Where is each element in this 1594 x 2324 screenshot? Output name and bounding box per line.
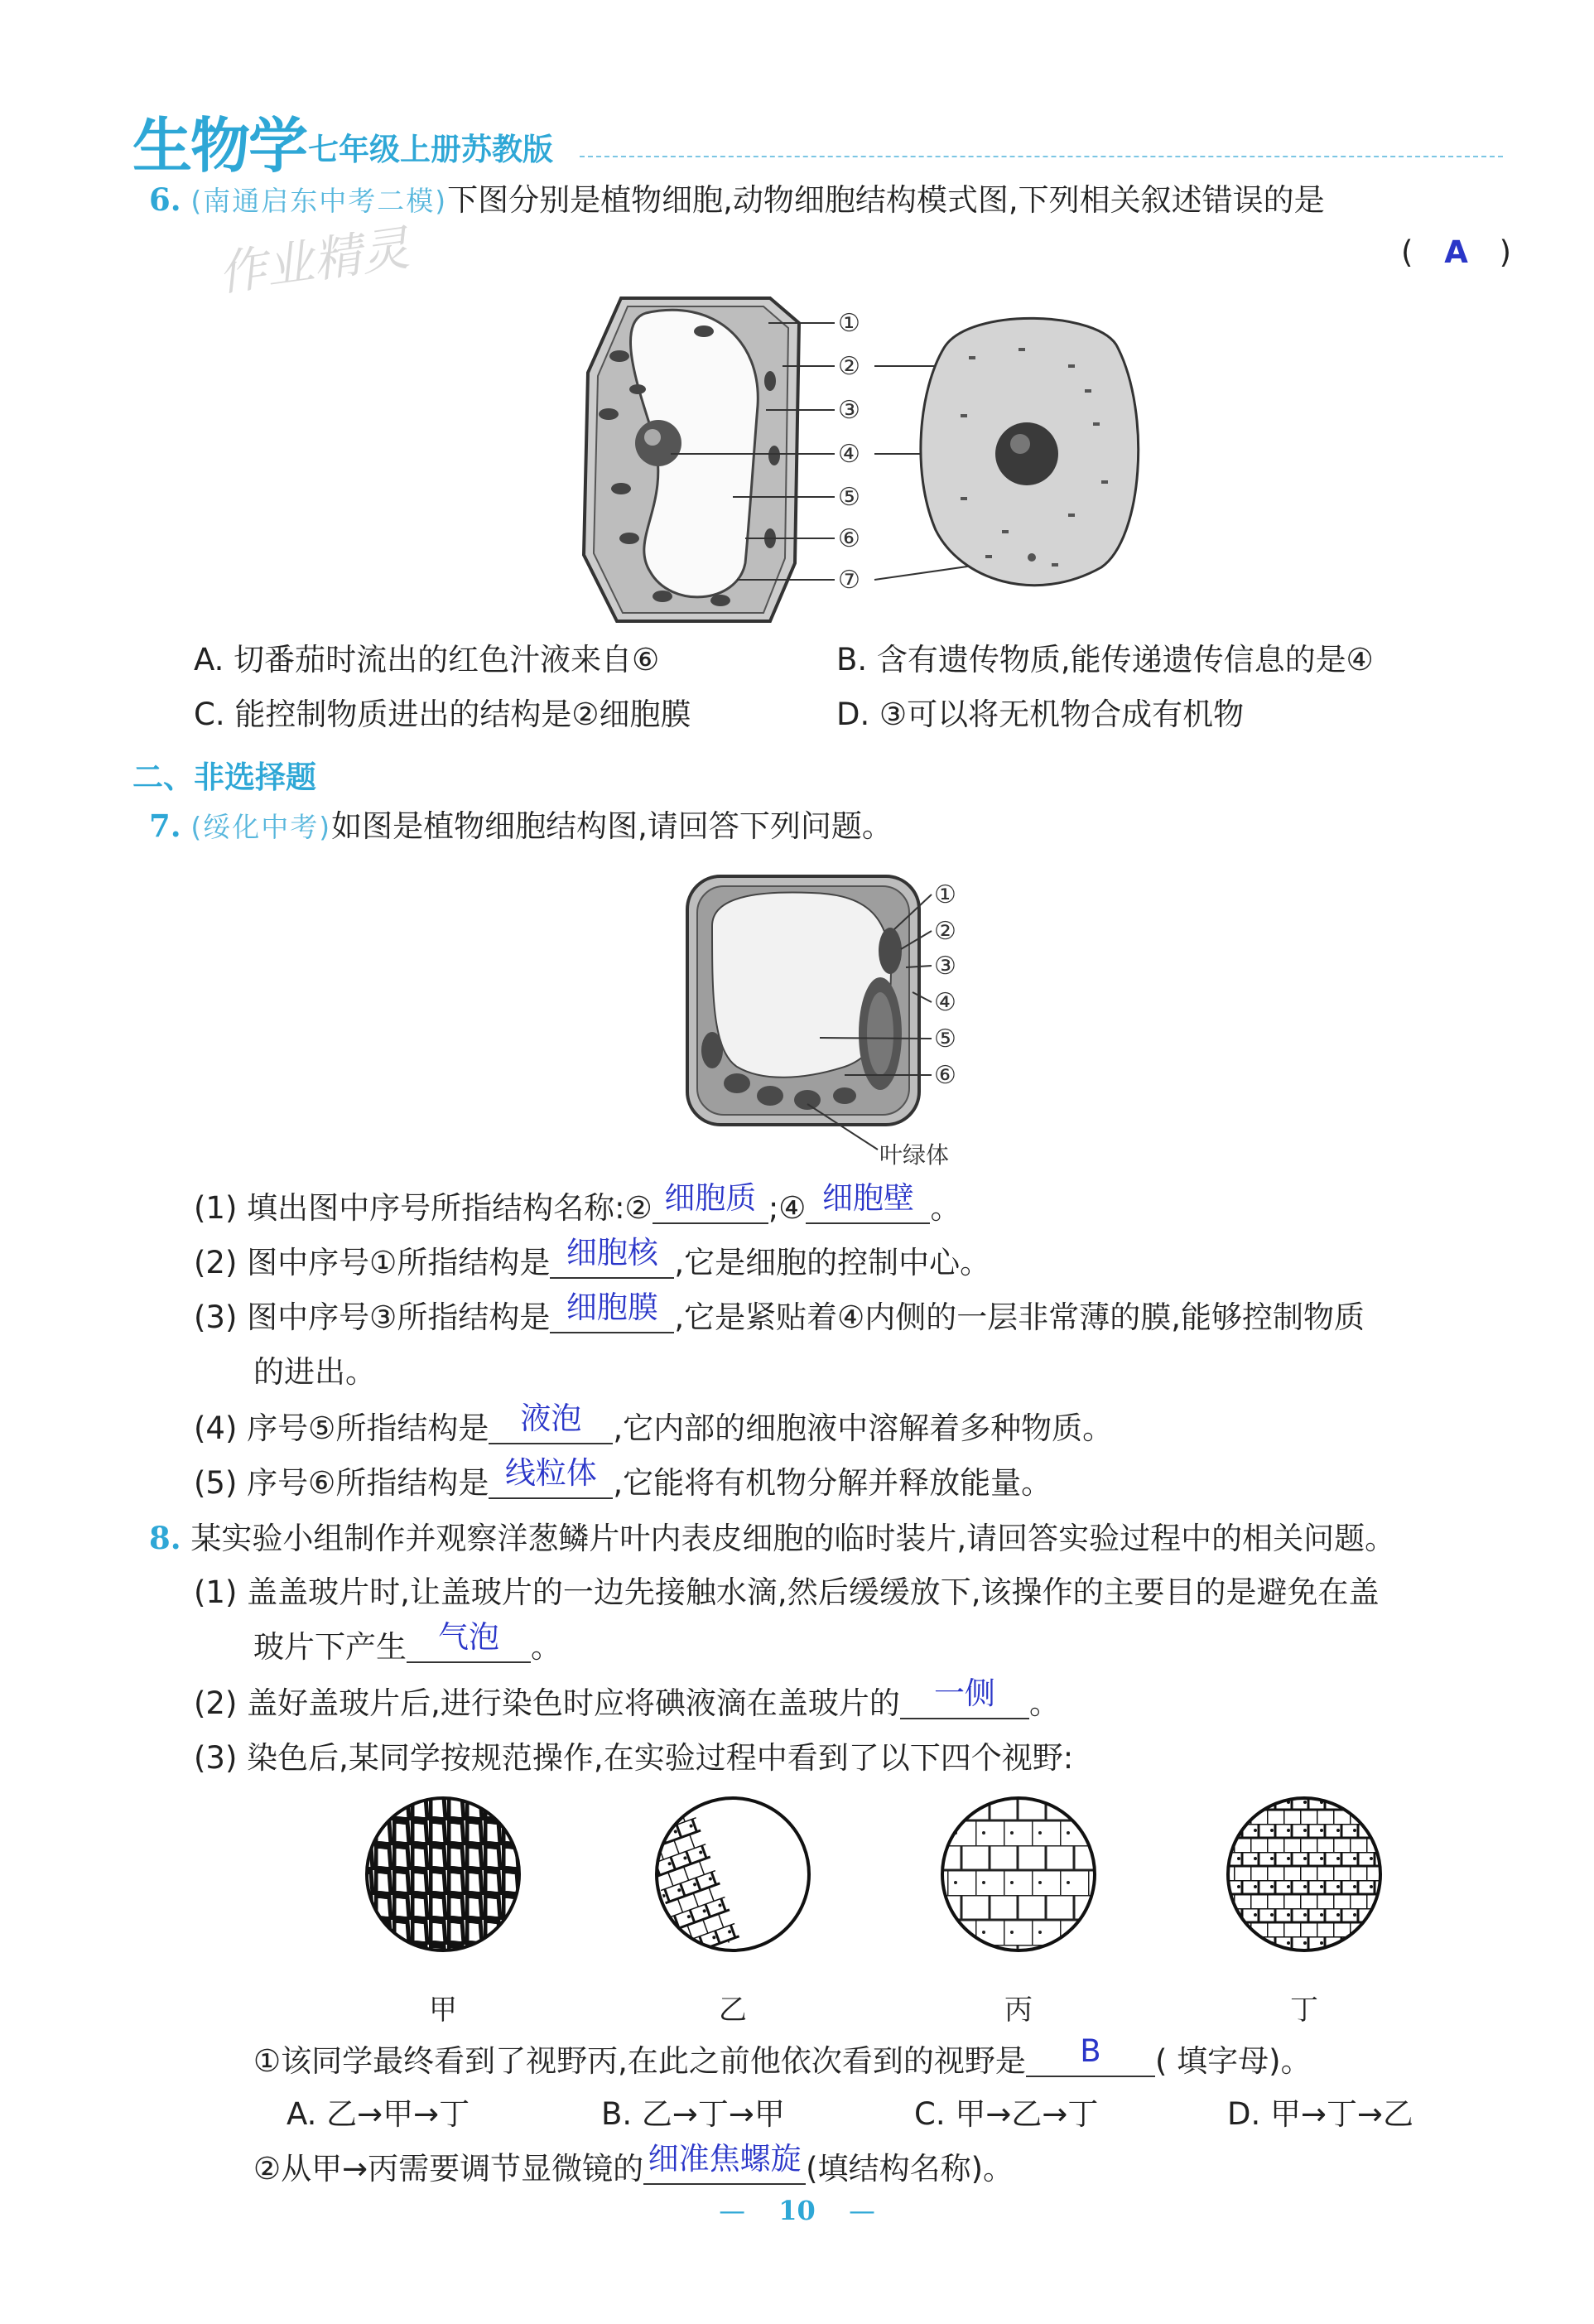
q8-q1-option-b: B. 乙→丁→甲 [601, 2096, 785, 2132]
q6-label-7: ⑦ [838, 566, 860, 595]
q6-stem: 下图分别是植物细胞,动物细胞结构模式图,下列相关叙述错误的是 [447, 182, 1325, 218]
q7-label-3: ③ [934, 952, 956, 981]
q6-label-6: ⑥ [838, 524, 860, 553]
header-subtitle: 七年级上册苏教版 [308, 132, 553, 167]
q7-sub5-pre: (5) 序号⑥所指结构是 [194, 1465, 489, 1501]
q7-label-5: ⑤ [934, 1025, 956, 1054]
footer-dash-right: — [848, 2195, 875, 2226]
q7-sub2-blank [550, 1235, 674, 1279]
q7-sub5-blank [489, 1455, 613, 1499]
view-label-jia: 甲 [429, 1994, 457, 2027]
q7-sub2-pre: (2) 图中序号①所指结构是 [194, 1245, 551, 1280]
section-title: 二、非选择题 [132, 759, 316, 795]
q6-label-1: ① [838, 309, 860, 338]
q8-sub2-pre: (2) 盖好盖玻片后,进行染色时应将碘液滴在盖玻片的 [194, 1685, 900, 1721]
q8-q1-answer: B [1080, 2033, 1101, 2069]
q7-chloroplast-label: 叶绿体 [879, 1141, 950, 1169]
q8-q2-pre: ②从甲→丙需要调节显微镜的 [253, 2151, 644, 2187]
q8-sub3: (3) 染色后,某同学按规范操作,在实验过程中看到了以下四个视野: [194, 1740, 1074, 1776]
q8-stem-line [149, 1519, 1395, 1558]
q6-label-5: ⑤ [838, 483, 860, 512]
q7-source: (绥化中考) [190, 811, 332, 843]
animal-cell [921, 318, 1139, 585]
q6-paren-close: ) [1499, 234, 1512, 270]
q8-q2-post: (填结构名称)。 [806, 2151, 1014, 2187]
q8-q1-option-d: D. 甲→丁→乙 [1227, 2096, 1414, 2132]
q8-sub2 [194, 1675, 1060, 1723]
q7-sub4-answer: 液泡 [520, 1401, 582, 1436]
q7-sub5-answer: 线粒体 [504, 1455, 597, 1491]
q8-q1-post: ( 填字母)。 [1154, 2043, 1312, 2079]
q7-label-4: ④ [934, 988, 956, 1017]
q8-q1-option-a: A. 乙→甲→丁 [287, 2096, 470, 2132]
q7-sub4-blank [489, 1401, 613, 1444]
view-ding [1221, 1796, 1395, 1961]
header-brand: 生物学 [132, 111, 307, 181]
q7-sub1-pre: (1) 填出图中序号所指结构名称:② [194, 1190, 653, 1226]
q6-source: (南通启东中考二模) [190, 185, 448, 217]
q8-sub2-blank [900, 1675, 1029, 1719]
q7-stem: 如图是植物细胞结构图,请回答下列问题。 [331, 808, 893, 844]
q8-sub1-line2 [253, 1619, 561, 1666]
q6-paren-open: ( [1401, 234, 1413, 270]
q7-cell-diagram [679, 868, 1027, 1183]
q7-sub2-post: ,它是细胞的控制中心。 [674, 1245, 991, 1280]
q8-microscope-views [356, 1796, 1416, 2036]
q6-option-a: A. 切番茄时流出的红色汁液来自⑥ [194, 642, 660, 677]
q7-label-6: ⑥ [934, 1061, 956, 1090]
view-yi [638, 1798, 809, 1959]
q7-sub3 [194, 1290, 1365, 1337]
q7-sub4-pre: (4) 序号⑤所指结构是 [194, 1410, 489, 1446]
q6-number: 6. [149, 181, 181, 218]
q6-stem-line [149, 181, 1325, 220]
q6-label-2: ② [838, 352, 860, 381]
q7-sub4 [194, 1401, 1114, 1448]
q7-stem-line [149, 807, 893, 846]
q7-sub1-mid: ;④ [768, 1190, 807, 1226]
q8-number: 8. [149, 1520, 181, 1556]
q7-sub3-blank [550, 1290, 674, 1333]
watermark: 作业精灵 [214, 219, 413, 302]
q6-answer: A [1444, 234, 1468, 270]
q7-label-1: ① [934, 880, 956, 909]
q7-sub3-post: ,它是紧贴着④内侧的一层非常薄的膜,能够控制物质 [674, 1299, 1365, 1335]
view-bing [936, 1796, 1110, 1961]
q7-number: 7. [149, 808, 181, 844]
q7-sub3-pre: (3) 图中序号③所指结构是 [194, 1299, 551, 1335]
q8-stem: 某实验小组制作并观察洋葱鳞片叶内表皮细胞的临时装片,请回答实验过程中的相关问题。 [190, 1521, 1396, 1556]
q7-sub3-line2: 的进出。 [253, 1354, 376, 1390]
q6-cell-diagram [571, 290, 1424, 629]
q6-answer-paren [1401, 234, 1511, 272]
q7-sub1-blank2 [806, 1180, 930, 1224]
page-number: 10 [778, 2195, 816, 2226]
view-label-ding: 丁 [1290, 1994, 1318, 2027]
q8-q2 [253, 2141, 1014, 2188]
q8-q1 [253, 2033, 1312, 2081]
q8-sub1-blank [407, 1619, 531, 1663]
q7-sub5-post: ,它能将有机物分解并释放能量。 [613, 1465, 1052, 1501]
q6-label-3: ③ [838, 396, 860, 425]
q7-sub1-answer1: 细胞质 [664, 1180, 757, 1216]
view-jia [356, 1796, 530, 1961]
footer-dash-left: — [719, 2195, 746, 2226]
q8-q2-answer: 细准焦螺旋 [648, 2141, 802, 2177]
q6-option-d: D. ③可以将无机物合成有机物 [836, 697, 1245, 732]
q7-label-2: ② [934, 917, 956, 946]
view-label-yi: 乙 [719, 1994, 747, 2027]
q8-q1-option-c: C. 甲→乙→丁 [914, 2096, 1099, 2132]
q7-sub5 [194, 1455, 1052, 1502]
q7-sub1-post: 。 [930, 1190, 961, 1226]
q8-sub1-line1: (1) 盖盖玻片时,让盖玻片的一边先接触水滴,然后缓缓放下,该操作的主要目的是避免在盖 [194, 1574, 1380, 1610]
q6-option-c: C. 能控制物质进出的结构是②细胞膜 [194, 697, 691, 732]
q6-option-b: B. 含有遗传物质,能传递遗传信息的是④ [836, 642, 1374, 677]
q8-sub1-post: 。 [531, 1629, 561, 1665]
q7-sub1 [194, 1180, 961, 1227]
q8-q1-blank [1026, 2033, 1155, 2077]
q6-label-4: ④ [838, 440, 860, 469]
q7-sub3-answer: 细胞膜 [566, 1290, 658, 1325]
q7-sub1-blank1 [653, 1180, 768, 1224]
q7-sub2 [194, 1235, 991, 1282]
q8-sub1-answer: 气泡 [438, 1619, 499, 1655]
q7-sub1-answer2: 细胞壁 [821, 1180, 914, 1216]
page-footer [0, 2195, 1594, 2226]
q8-q1-pre: ①该同学最终看到了视野丙,在此之前他依次看到的视野是 [253, 2043, 1026, 2079]
plant-cell [584, 298, 799, 621]
q8-sub2-post: 。 [1028, 1685, 1060, 1721]
view-label-bing: 丙 [1004, 1994, 1033, 2027]
q7-sub2-answer: 细胞核 [566, 1235, 658, 1270]
q7-sub4-post: ,它内部的细胞液中溶解着多种物质。 [613, 1410, 1114, 1446]
q8-q2-blank [643, 2141, 806, 2185]
header-rule [580, 156, 1503, 157]
q8-sub2-answer: 一侧 [933, 1675, 995, 1711]
q8-sub1-pre: 玻片下产生 [253, 1629, 407, 1665]
